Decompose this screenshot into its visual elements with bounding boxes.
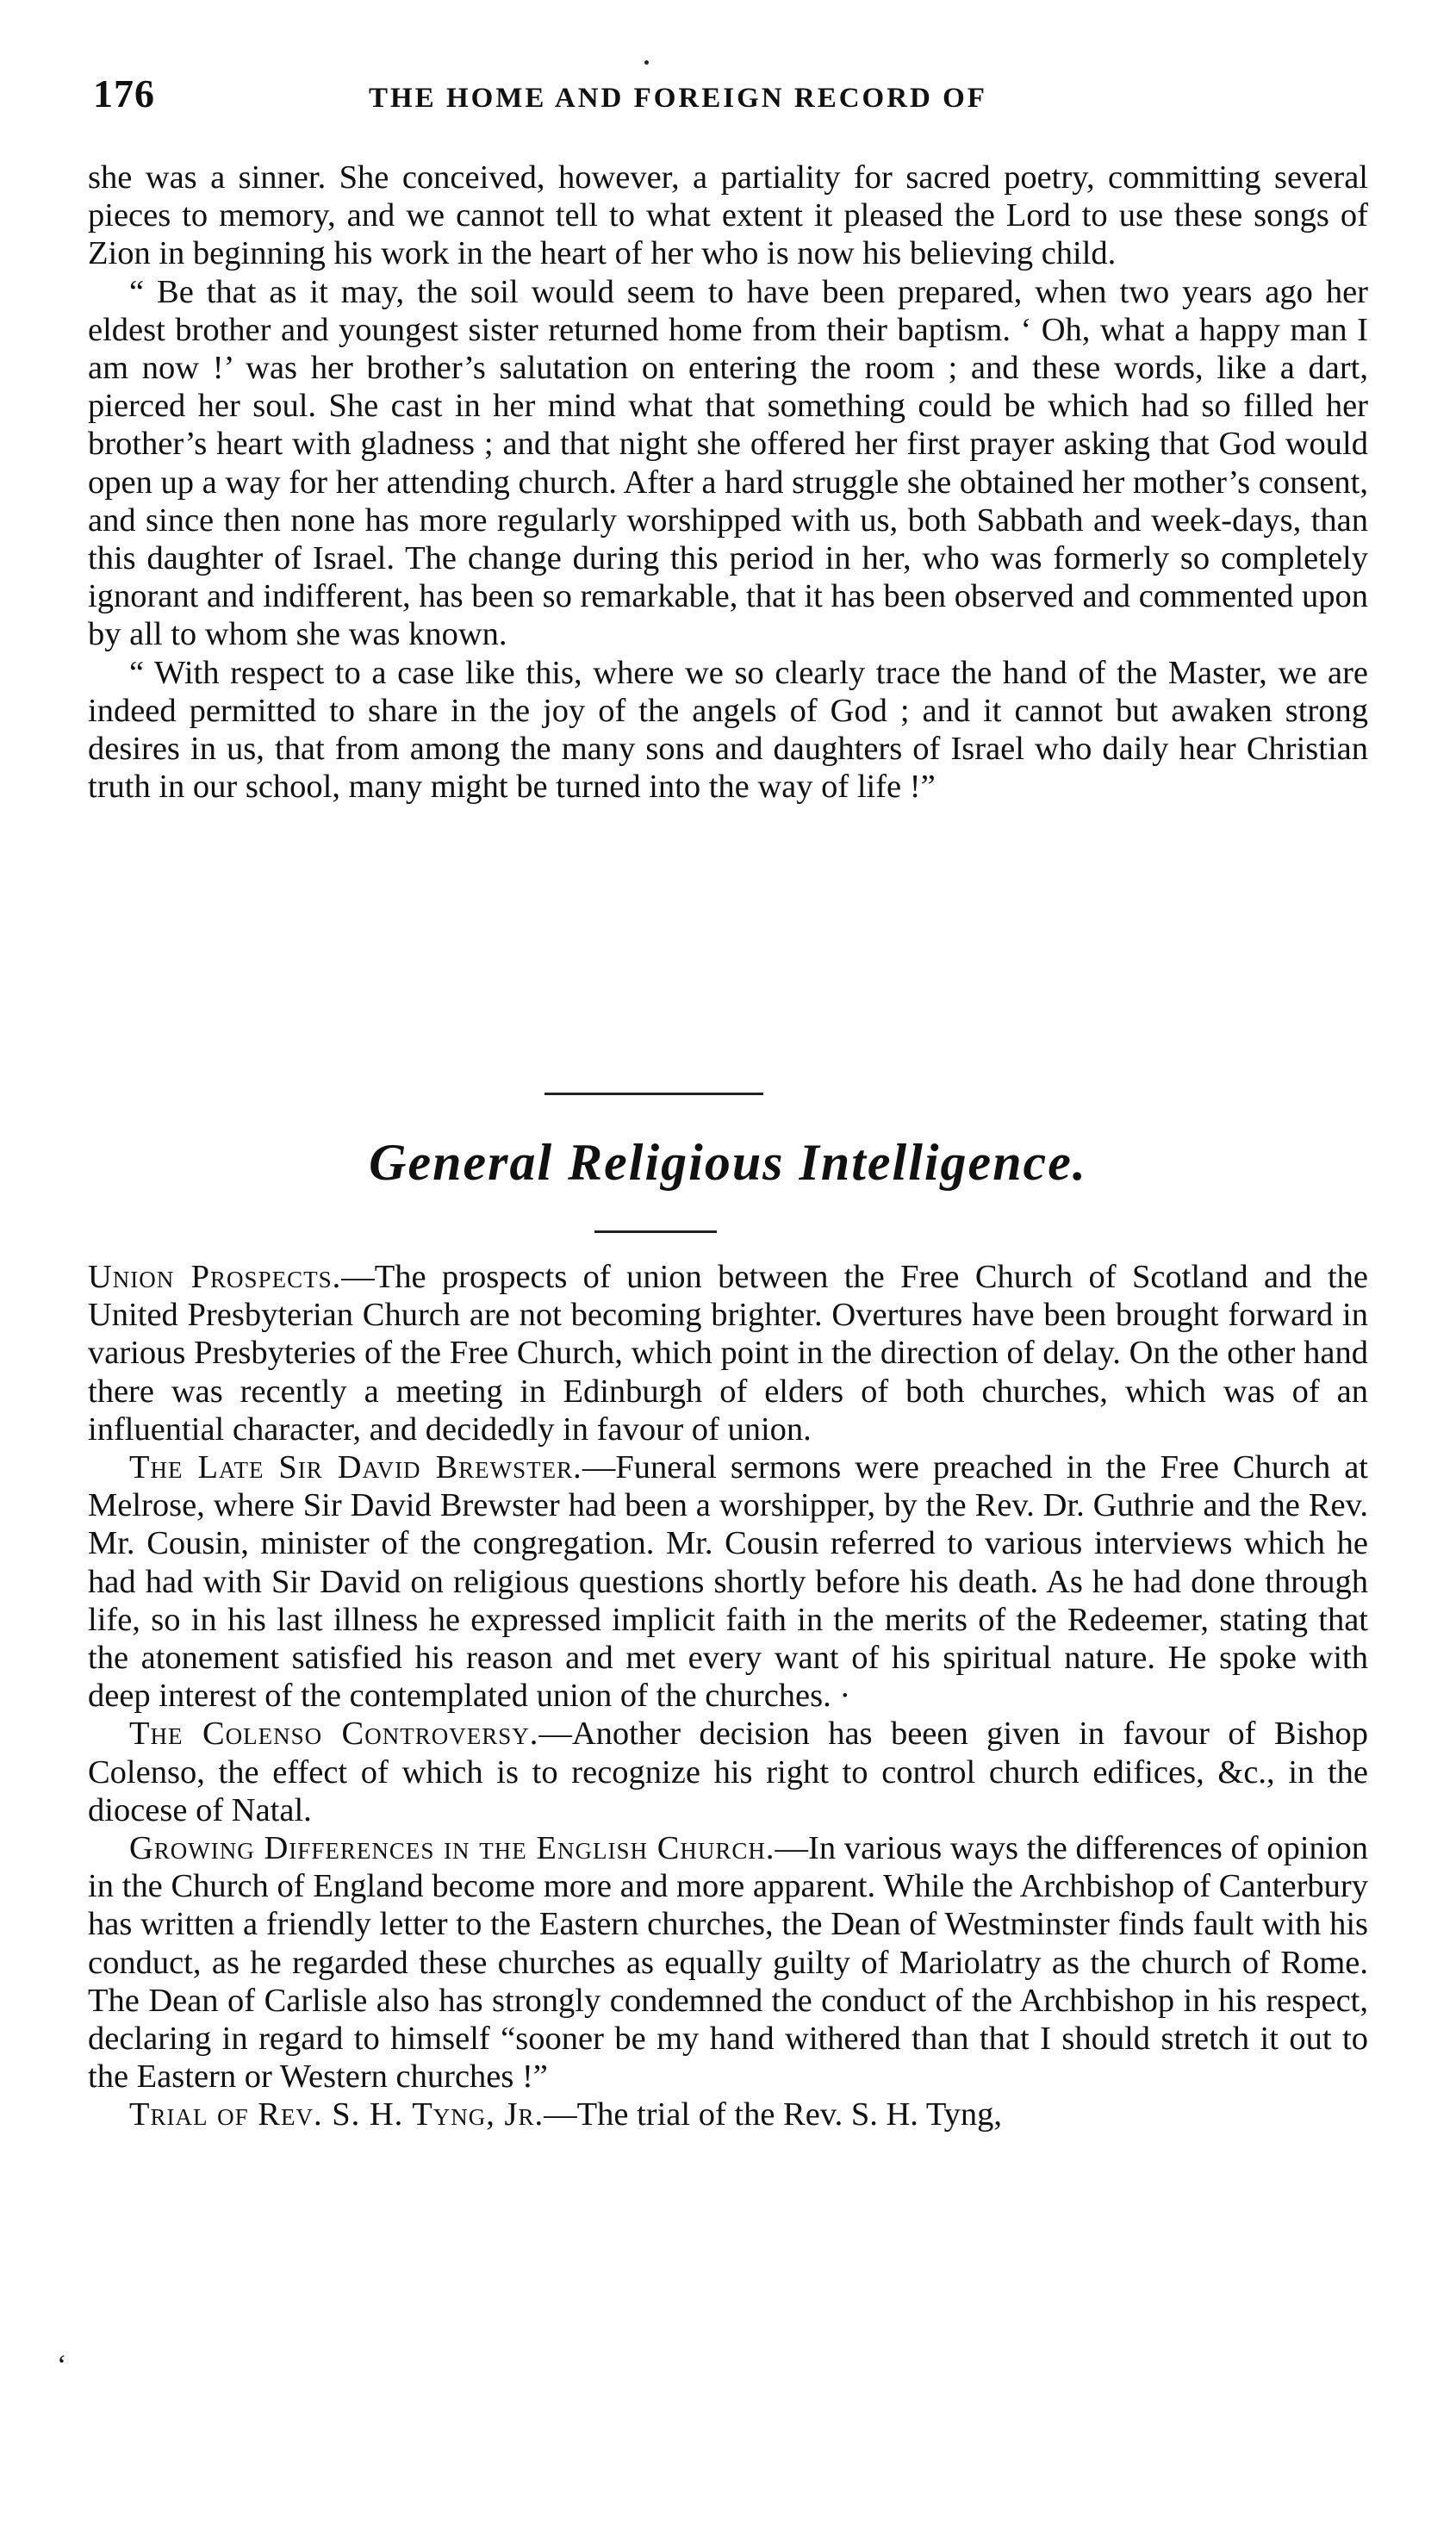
ink-dot [644, 60, 649, 65]
intro-paragraph: “ With respect to a case like this, where we so clearly trace the hand of the Master, we are indeed permitted to share in the joy of the angels of God ; and it cannot but awaken strong desires in us, that from among the many sons and daughters of Israel who daily hear Christian truth in our school, many might be turned into the way of life !” [88, 654, 1368, 806]
margin-mark: ‘ [57, 2350, 67, 2382]
section-heading: General Religious Intelligence. [369, 1134, 1087, 1191]
intro-paragraph: “ Be that as it may, the soil would seem to have been prepared, when two years ago her eldest brother and youngest sister returned home from their baptism. ‘ Oh, what a happy man I am now !’ was her brother’s salutation on entering the room ; and these words, like a dart, pierced her soul. She cast in her mind what that something could be which had so filled her brother’s heart with gladness ; and that night she offered her first prayer asking that God would open up a way for her attending church. After a hard struggle she obtained her mother’s consent, and since then none has more regularly worshipped with us, both Sabbath and week-days, than this daughter of Israel. The change during this period in her, who was formerly so completely ignorant and indifferent, has been so remarkable, that it has been observed and commented upon by all to whom she was known. [88, 273, 1368, 653]
news-item [88, 2096, 1368, 2133]
news-item-body: —Funeral sermons were preached in the Free Church at Melrose, where Sir David Brewster had been a worshipper, by the Rev. Dr. Guthrie and the Rev. Mr. Cousin, minister of the congregation. Mr. Cousin referred to various interviews which he had had with Sir David on religious questions shortly before his death. As he had done through life, so in his last illness he expressed implicit faith in the merits of the Redeemer, stating that the atonement satisfied his reason and met every want of his spiritual nature. He spoke with deep interest of the contemplated union of the churches. · [88, 1449, 1368, 1715]
running-head [93, 71, 1368, 131]
page-number: 176 [93, 72, 155, 115]
intro-paragraph: she was a sinner. She conceived, however, a partiality for sacred poetry, committing several pieces to memory, and we cannot tell to what extent it pleased the Lord to use these songs of Zion in beginning his work in the heart of her who is now his believing child. [88, 159, 1368, 272]
news-items [88, 1258, 1368, 2134]
news-item-title: The Colenso Controversy. [129, 1716, 539, 1753]
news-item-body: —In various ways the differences of opinion in the Church of England become more and more apparent. While the Archbishop of Canterbury has written a friendly letter to the Eastern churches, the Dean of Westminster finds fault with his conduct, as he regarded these churches as equally guilty of Mariolatry as the church of Rome. The Dean of Carlisle also has strongly condemned the conduct of the Archbishop in his respect, declaring in regard to himself “sooner be my hand withered than that I should stretch it out to the Eastern or Western churches !” [88, 1830, 1368, 2096]
news-item-title: Trial of Rev. S. H. Tyng, Jr. [129, 2096, 544, 2133]
section-divider [544, 1093, 763, 1095]
news-item-body: —The trial of the Rev. S. H. Tyng, [544, 2096, 1003, 2133]
news-item-title: The Late Sir David Brewster. [129, 1449, 582, 1486]
news-item-title: Growing Differences in the English Church. [129, 1830, 775, 1867]
news-item [88, 1715, 1368, 1829]
news-item [88, 1258, 1368, 1448]
news-item [88, 1448, 1368, 1715]
intro-text [88, 159, 1368, 806]
heading-underline [594, 1230, 717, 1233]
news-item-body: —Another decision has beeen given in favour of Bishop Colenso, the effect of which is to recognize his right to control church edifices, &c., in the diocese of Natal. [88, 1716, 1368, 1828]
news-item-body: —The prospects of union between the Free Church of Scotland and the United Presbyterian Church are not becoming brighter. Overtures have been brought forward in various Presbyteries of the Free Church, which point in the direction of delay. On the other hand there was recently a meeting in Edinburgh of elders of both churches, which was of an influential character, and decidedly in favour of union. [88, 1259, 1368, 1448]
running-title: THE HOME AND FOREIGN RECORD OF [369, 83, 987, 114]
news-item [88, 1829, 1368, 2096]
news-item-title: Union Prospects. [88, 1259, 342, 1295]
